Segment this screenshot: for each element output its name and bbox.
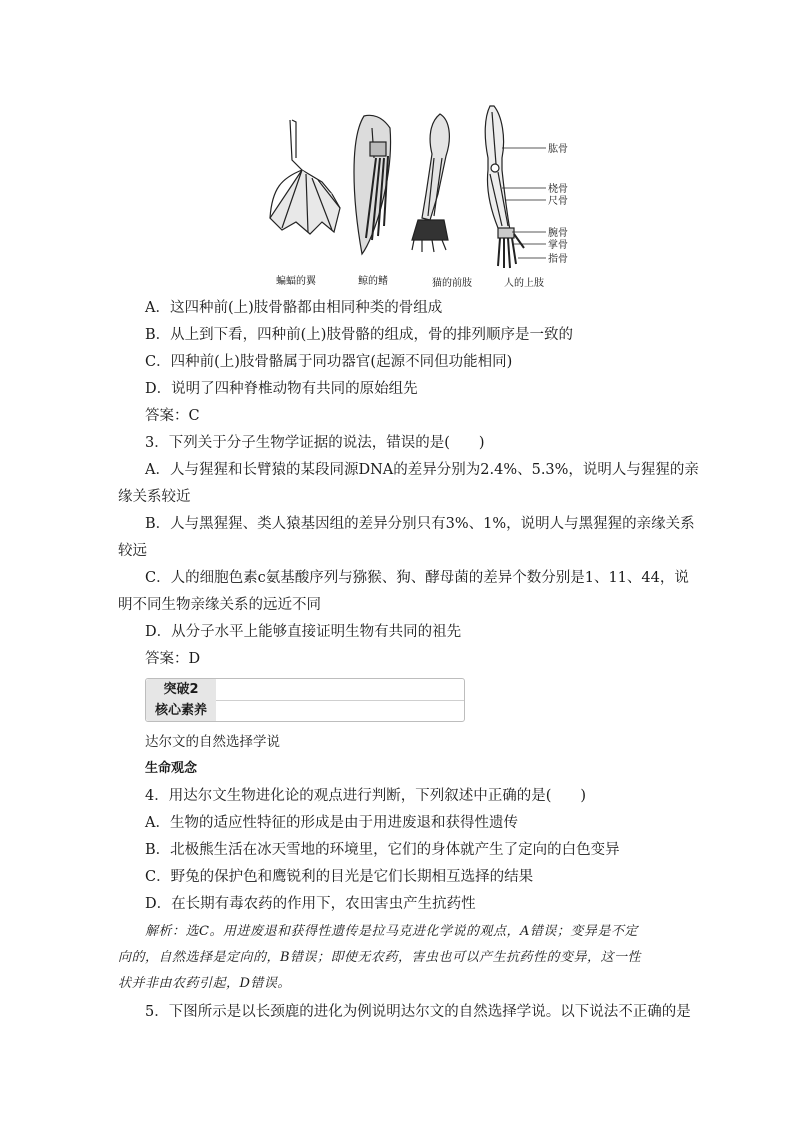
bat-wing-drawing	[270, 120, 340, 234]
bone-label-ulna: 尺骨	[548, 196, 568, 207]
q4-option-b: B．北极熊生活在冰天雪地的环境里，它们的身体就产生了定向的白色变异	[145, 842, 620, 858]
q5-stem: 5．下图所示是以长颈鹿的进化为例说明达尔文的自然选择学说。以下说法不正确的是	[145, 1004, 691, 1020]
q4-analysis-line-2: 向的，自然选择是定向的，B错误；即使无农药，害虫也可以产生抗药性的变异，这一性	[118, 950, 642, 965]
caption-bat-wing: 蝙蝠的翼	[276, 276, 316, 287]
q2-option-a: A．这四种前(上)肢骨骼都由相同种类的骨组成	[145, 300, 443, 316]
q3-answer: 答案：D	[145, 651, 201, 667]
bone-label-humerus: 肱骨	[548, 144, 568, 155]
bone-label-carpals: 腕骨	[548, 228, 568, 239]
section-title: 达尔文的自然选择学说	[145, 734, 280, 750]
q3-stem: 3．下列关于分子生物学证据的说法，错误的是( )	[145, 435, 485, 451]
human-arm-drawing	[485, 106, 546, 268]
q3-option-a-cont: 缘关系较近	[118, 489, 191, 505]
section-tag-box	[145, 678, 465, 722]
caption-cat-forelimb: 猫的前肢	[432, 278, 472, 289]
caption-whale-flipper: 鲸的鳍	[358, 276, 388, 287]
forelimb-figure	[262, 98, 582, 292]
tag-row-breakthrough	[146, 679, 464, 701]
q3-option-d: D．从分子水平上能够直接证明生物有共同的祖先	[145, 624, 462, 640]
q2-answer: 答案：C	[145, 408, 200, 424]
q3-option-a: A．人与猩猩和长臂猿的某段同源DNA的差异分别为2.4%、5.3%，说明人与猩猩的亲	[145, 462, 699, 478]
q4-analysis-line-1: 解析：选C。用进废退和获得性遗传是拉马克进化学说的观点，A错误；变异是不定	[145, 924, 638, 939]
forelimb-illustration	[262, 98, 582, 292]
q4-analysis-line-3: 状并非由农药引起，D错误。	[118, 976, 291, 991]
whale-flipper-drawing	[354, 115, 391, 254]
q3-option-b-cont: 较远	[118, 543, 147, 559]
q2-option-c: C．四种前(上)肢骨骼属于同功器官(起源不同但功能相同)	[145, 354, 513, 370]
q4-option-d: D．在长期有毒农药的作用下，农田害虫产生抗药性	[145, 896, 476, 912]
q3-option-c: C．人的细胞色素c氨基酸序列与猕猴、狗、酵母菌的差异个数分别是1、11、44，说	[145, 570, 689, 586]
bone-label-phalanges: 指骨	[548, 254, 568, 265]
q3-option-c-cont: 明不同生物亲缘关系的远近不同	[118, 597, 321, 613]
caption-human-arm: 人的上肢	[504, 278, 544, 289]
tag-label-breakthrough: 突破2	[146, 679, 216, 700]
q2-option-d: D．说明了四种脊椎动物有共同的原始组先	[145, 381, 418, 397]
tag-row-core-literacy	[146, 700, 464, 721]
bone-label-metacarpals: 掌骨	[548, 240, 568, 251]
q2-option-b: B．从上到下看，四种前(上)肢骨骼的组成，骨的排列顺序是一致的	[145, 327, 573, 343]
q4-option-a: A．生物的适应性特征的形成是由于用进废退和获得性遗传	[145, 815, 518, 831]
q3-option-b: B．人与黑猩猩、类人猿基因组的差异分别只有3%、1%，说明人与黑猩猩的亲缘关系	[145, 516, 695, 532]
q4-option-c: C．野兔的保护色和鹰锐利的目光是它们长期相互选择的结果	[145, 869, 534, 885]
section-subtitle: 生命观念	[145, 761, 198, 776]
q4-stem: 4．用达尔文生物进化论的观点进行判断，下列叙述中正确的是( )	[145, 788, 587, 804]
tag-label-core-literacy: 核心素养	[146, 700, 216, 721]
cat-forelimb-drawing	[412, 114, 449, 252]
bone-label-radius: 桡骨	[548, 184, 568, 195]
